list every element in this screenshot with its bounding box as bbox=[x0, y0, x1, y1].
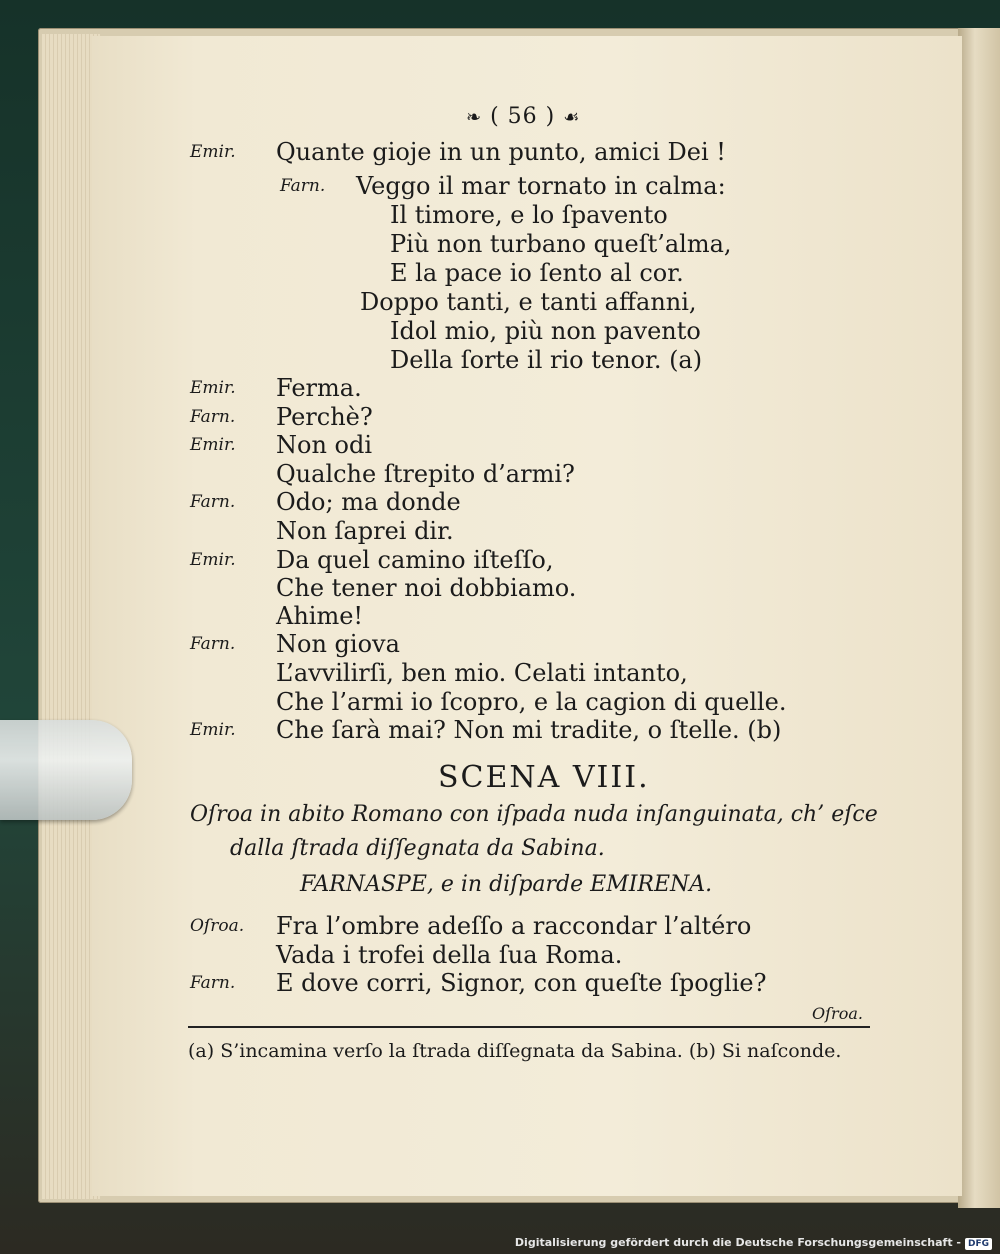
page-number bbox=[466, 104, 580, 129]
dialogue-line bbox=[390, 230, 732, 258]
catchword: Oſroa. bbox=[812, 1004, 863, 1023]
dialogue-line bbox=[276, 517, 454, 545]
dialogue-line bbox=[276, 688, 787, 716]
footnote-rule bbox=[188, 1026, 870, 1028]
ornament-right-icon: ☙ bbox=[563, 107, 581, 128]
dialogue-line bbox=[390, 346, 702, 374]
dfg-logo-icon: DFG bbox=[965, 1238, 992, 1250]
dialogue-line bbox=[390, 201, 668, 229]
speaker-label: Farn. bbox=[280, 176, 326, 196]
dialogue-line bbox=[360, 288, 697, 316]
verse-text: Odo; ma donde bbox=[276, 488, 461, 516]
dialogue-line bbox=[276, 941, 622, 969]
verse-text: Più non turbano queſt’alma, bbox=[390, 230, 732, 258]
speaker-label: Emir. bbox=[190, 378, 236, 398]
facing-page-edge bbox=[958, 28, 1000, 1208]
verse-text: E dove corri, Signor, con queſte ſpoglie? bbox=[276, 969, 767, 997]
dialogue-line bbox=[276, 659, 688, 687]
verse-text: Ahime! bbox=[276, 602, 364, 630]
verse-text: Fra l’ombre adeſſo a raccondar l’altéro bbox=[276, 912, 752, 940]
dialogue-line bbox=[276, 602, 363, 630]
scene-heading: SCENA VIII. bbox=[438, 760, 650, 795]
verse-text: Che tener noi dobbiamo. bbox=[276, 574, 577, 602]
verse-text: Quante gioje in un punto, amici Dei ! bbox=[276, 138, 726, 166]
page-number-text: ( 56 ) bbox=[490, 104, 556, 129]
dialogue-line bbox=[276, 460, 575, 488]
verse-text: Non giova bbox=[276, 630, 400, 658]
speaker-label: Emir. bbox=[190, 720, 236, 740]
speaker-label: Farn. bbox=[190, 973, 236, 993]
verse-text: Non ſaprei dir. bbox=[276, 517, 454, 545]
dialogue-line bbox=[390, 259, 684, 287]
speaker-label: Emir. bbox=[190, 142, 236, 162]
footnote: (a) S’incamina verſo la ſtrada diſſegnata da Sabina. (b) Si naſconde. bbox=[188, 1040, 842, 1062]
speaker-label: Oſroa. bbox=[190, 916, 245, 936]
verse-text: Qualche ſtrepito d’armi? bbox=[276, 460, 575, 488]
speaker-label: Farn. bbox=[190, 634, 236, 654]
verse-text: Non odi bbox=[276, 431, 373, 459]
verse-text: Da quel camino iſteſſo, bbox=[276, 546, 554, 574]
digitization-credit bbox=[515, 1236, 992, 1250]
credit-text: Digitalisierung gefördert durch die Deutsche Forschungsgemeinschaft - bbox=[514, 1236, 961, 1249]
verse-text: Che l’armi io ſcopro, e la cagion di quelle. bbox=[276, 688, 787, 716]
verse-text: Perchè? bbox=[276, 403, 373, 431]
verse-text: Il timore, e lo ſpavento bbox=[390, 201, 668, 229]
verse-text: Ferma. bbox=[276, 374, 362, 402]
speaker-label: Farn. bbox=[190, 492, 236, 512]
verse-text: Idol mio, più non pavento bbox=[390, 317, 701, 345]
verse-text: E la pace io ſento al cor. bbox=[390, 259, 684, 287]
verse-text: Che ſarà mai? Non mi tradite, o ſtelle. (b) bbox=[276, 716, 782, 744]
dialogue-line bbox=[390, 317, 701, 345]
verse-text: L’avvilirſi, ben mio. Celati intanto, bbox=[276, 659, 688, 687]
ornament-left-icon: ❧ bbox=[466, 107, 483, 128]
verse-text: Veggo il mar tornato in calma: bbox=[356, 172, 726, 200]
dialogue-line bbox=[276, 574, 576, 602]
stage-direction: Oſroa in abito Romano con iſpada nuda inſanguinata, ch’ eſce bbox=[190, 802, 878, 827]
speaker-label: Emir. bbox=[190, 435, 236, 455]
speaker-label: Farn. bbox=[190, 407, 236, 427]
scene-characters: FARNASPE, e in diſparde EMIRENA. bbox=[300, 872, 713, 897]
verse-text: Della ſorte il rio tenor. (a) bbox=[390, 346, 703, 374]
verse-text: Doppo tanti, e tanti affanni, bbox=[360, 288, 697, 316]
page-clip-holder bbox=[0, 720, 132, 820]
verse-text: Vada i trofei della ſua Roma. bbox=[276, 941, 623, 969]
speaker-label: Emir. bbox=[190, 550, 236, 570]
stage-direction: dalla ſtrada diſſegnata da Sabina. bbox=[230, 836, 605, 861]
